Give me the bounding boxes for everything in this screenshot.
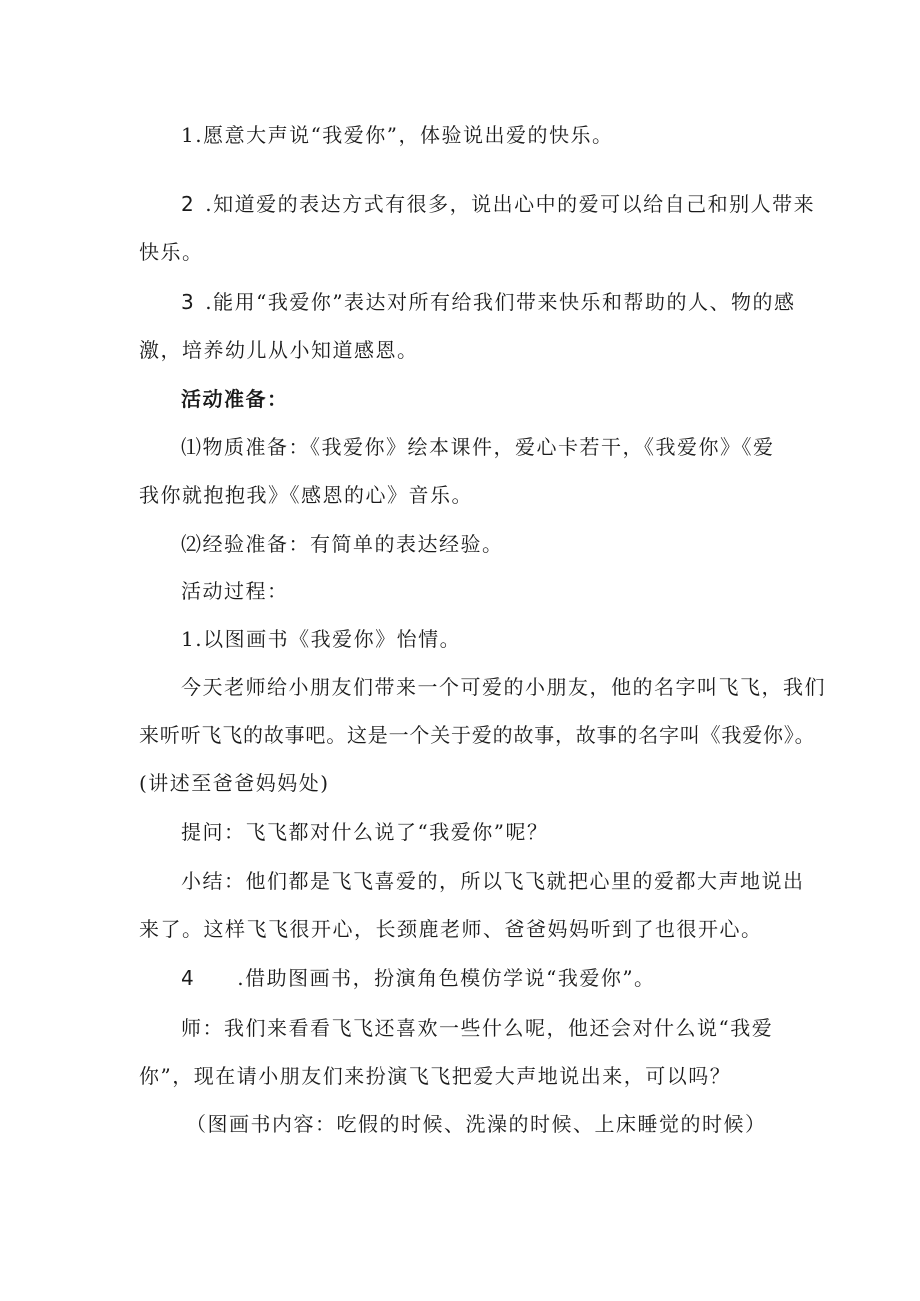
prep-item-1: ⑴物质准备：《我爱你》绘本课件，爱心卡若干，《我爱你》《爱: [181, 435, 775, 459]
teacher-line-2: 你”，现在请小朋友们来扮演飞飞把爱大声地说出来，可以吗？: [139, 1064, 732, 1088]
objective-1-text: 1.愿意大声说“我爱你”，体验说出爱的快乐。: [181, 123, 614, 147]
objective-2-number: 2: [181, 192, 196, 216]
question-text: 提问：飞飞都对什么说了“我爱你”呢？: [181, 820, 549, 844]
objective-3-text: .能用“我爱你”表达对所有给我们带来快乐和帮助的人、物的感: [205, 290, 796, 314]
objective-2-text: .知道爱的表达方式有很多，说出心中的爱可以给自己和别人带来: [205, 192, 816, 216]
objective-2-continued: [139, 238, 204, 266]
step-4-text: .借助图画书，扮演角色模仿学说“我爱你”。: [237, 966, 656, 990]
step-1-paragraph-line-2: 来听听飞飞的故事吧。这是一个关于爱的故事，故事的名字叫《我爱你》。: [139, 723, 816, 747]
step-1-paragraph-line-3: (讲述至爸爸妈妈处): [139, 771, 330, 795]
objective-3-continued: [139, 336, 419, 364]
summary-line-2: 来了。这样飞飞很开心，长颈鹿老师、爸爸妈妈听到了也很开心。: [139, 917, 763, 941]
objective-2: [181, 190, 815, 218]
objective-3: [181, 288, 796, 316]
step-4: [181, 964, 656, 992]
prep-item-2: ⑵经验准备：有简单的表达经验。: [181, 532, 504, 556]
step-1-title: 1.以图画书《我爱你》怡情。: [181, 627, 462, 651]
teacher-line-1: 师：我们来看看飞飞还喜欢一些什么呢，他还会对什么说“我爱: [181, 1016, 774, 1040]
objective-1: [181, 121, 614, 149]
prep-heading: 活动准备：: [181, 387, 289, 411]
process-heading: 活动过程：: [181, 579, 289, 603]
summary-line-1: 小结：他们都是飞飞喜爱的，所以飞飞就把心里的爱都大声地说出: [181, 869, 805, 893]
step-1-paragraph-line-1: 今天老师给小朋友们带来一个可爱的小朋友，他的名字叫飞飞，我们: [181, 675, 826, 699]
prep-item-1-continued: 我你就抱抱我》《感恩的心》音乐。: [139, 483, 473, 507]
step-4-number: 4: [181, 966, 196, 990]
objective-2-text-continued: 快乐。: [139, 240, 204, 264]
picture-book-content: （图画书内容：吃假的时候、洗澡的时候、上床睡觉的时候）: [186, 1112, 767, 1136]
objective-3-number: 3: [181, 290, 196, 314]
objective-3-text-continued: 激，培养幼儿从小知道感恩。: [139, 338, 419, 362]
